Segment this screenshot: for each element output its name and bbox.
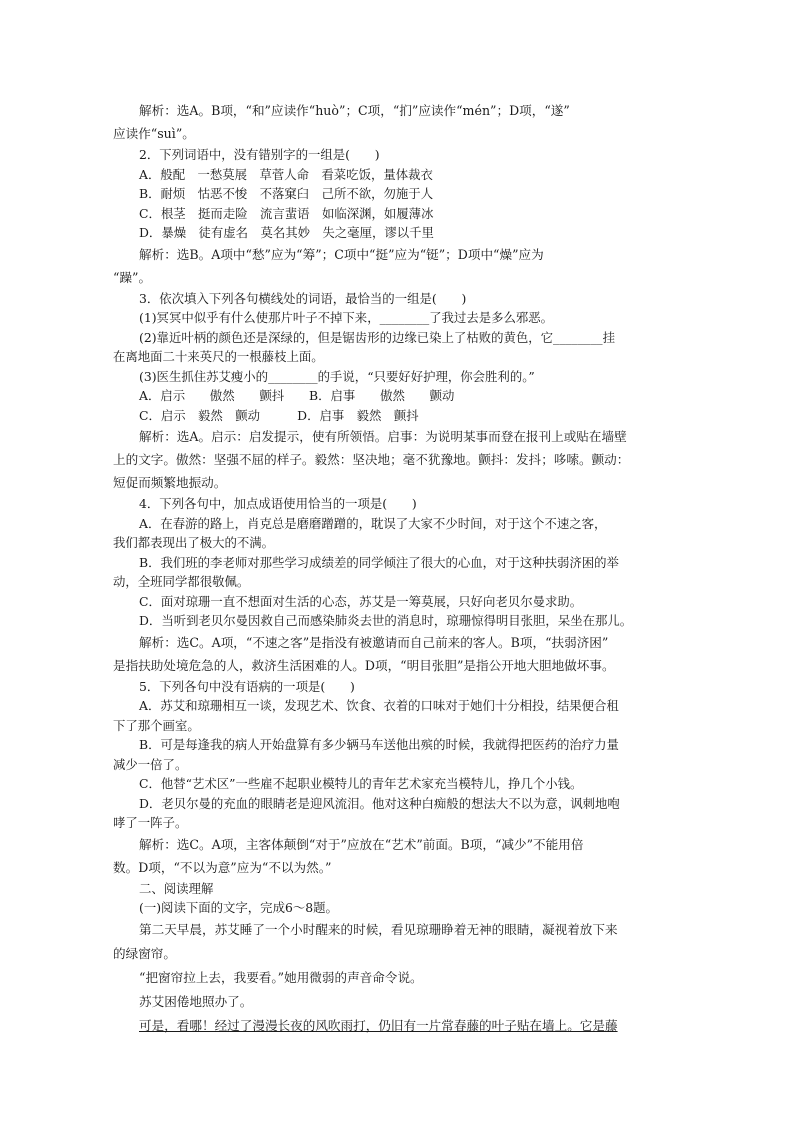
text-line: 可是，看哪！经过了漫漫长夜的风吹雨打，仍旧有一片常春藤的叶子贴在墙上。它是藤 bbox=[139, 1017, 618, 1033]
text-line: 解析：选C。A项，主客体颠倒“对于”应放在“艺术”前面。B项，“减少”不能用倍 bbox=[139, 836, 584, 852]
text-line: A．启示 傲然 颤抖 B．启事 傲然 颤动 bbox=[139, 388, 455, 403]
text-line: C．根茎 挺而走险 流言蜚语 如临深渊，如履薄冰 bbox=[139, 205, 434, 221]
text-line: (3)医生抓住苏艾瘦小的________的手说，“只要好好护理，你会胜利的。” bbox=[139, 368, 535, 384]
text-line: 哮了一阵子。 bbox=[113, 815, 188, 830]
text-line: D．老贝尔曼的充血的眼睛老是迎风流泪。他对这种白痴般的想法大不以为意，讽刺地咆 bbox=[139, 795, 620, 811]
text-line: C．面对琼珊一直不想面对生活的心态，苏艾是一筹莫展，只好向老贝尔曼求助。 bbox=[139, 593, 583, 609]
text-line: “躁”。 bbox=[113, 269, 152, 285]
text-line: 解析：选A。B项，“和”应读作“huò”；C项，“扪”应读作“mén”；D项，“遂” bbox=[139, 103, 570, 118]
text-line: 数。D项，“不以为意”应为“不以为然。” bbox=[113, 859, 332, 875]
text-line: 4．下列各句中，加点成语使用恰当的一项是( ) bbox=[139, 496, 417, 511]
text-line: 解析：选B。A项中“愁”应为“筹”；C项中“挺”应为“铤”；D项中“燥”应为 bbox=[139, 246, 544, 262]
text-line: 动，全班同学都很敬佩。 bbox=[113, 574, 250, 589]
text-line: (一)阅读下面的文字，完成6～8题。 bbox=[139, 900, 338, 915]
text-line: 下了那个画室。 bbox=[113, 717, 200, 733]
text-line: 2．下列词语中，没有错别字的一组是( ) bbox=[139, 147, 380, 162]
text-line: 解析：选A。启示：启发提示，使有所领悟。启事：为说明某事而登在报刊上或贴在墙壁 bbox=[139, 429, 627, 444]
text-line: 苏艾困倦地照办了。 bbox=[139, 993, 253, 1009]
text-line: C．启示 毅然 颤动 D．启事 毅然 颤抖 bbox=[139, 407, 419, 423]
text-line: 5．下列各句中没有语病的一项是( ) bbox=[139, 678, 355, 694]
text-line: 二、阅读理解 bbox=[139, 880, 214, 896]
text-line: 上的文字。傲然：坚强不屈的样子。毅然：坚决地；毫不犹豫地。颤抖：发抖；哆嗦。颤动： bbox=[113, 452, 630, 467]
text-line: B．可是每逢我的病人开始盘算有多少辆马车送他出殡的时候，我就得把医药的治疗力量 bbox=[139, 737, 619, 752]
text-line: “把窗帘拉上去，我要看。”她用微弱的声音命令说。 bbox=[139, 969, 423, 985]
text-line: D．当听到老贝尔曼因救自己而感染肺炎去世的消息时，琼珊惊得明目张胆，呆坐在那儿。 bbox=[139, 613, 633, 628]
text-line: 的绿窗帘。 bbox=[113, 945, 176, 961]
text-line: 在离地面二十来英尺的一根藤枝上面。 bbox=[113, 349, 324, 364]
text-line: 是指扶助处境危急的人，救济生活困难的人。D项，“明目张胆”是指公开地大胆地做坏事。 bbox=[113, 657, 615, 673]
text-line: B．我们班的李老师对那些学习成绩差的同学倾注了很大的心血，对于这种扶弱济困的举 bbox=[139, 554, 619, 570]
document-body bbox=[113, 99, 683, 1038]
text-line: 我们都表现出了极大的不满。 bbox=[113, 535, 275, 550]
text-line: C．他替“艺术区”一些雇不起职业模特儿的青年艺术家充当模特儿，挣几个小钱。 bbox=[139, 776, 583, 791]
text-line: 第二天早晨，苏艾睡了一个小时醒来的时候，看见琼珊睁着无神的眼睛，凝视着放下来 bbox=[139, 921, 618, 937]
text-line: A．苏艾和琼珊相互一谈，发现艺术、饮食、衣着的口味对于她们十分相投，结果便合租 bbox=[139, 698, 619, 713]
text-line: A．般配 一愁莫展 草菅人命 看菜吃饭，量体裁衣 bbox=[139, 166, 433, 182]
text-line: B．耐烦 怙恶不悛 不落窠臼 己所不欲，勿施于人 bbox=[139, 186, 434, 201]
text-line: 应读作“suì”。 bbox=[113, 126, 195, 141]
text-line: (1)冥冥中似乎有什么使那片叶子不掉下来，________了我过去是多么邪恶。 bbox=[139, 310, 554, 325]
text-line: 减少一倍了。 bbox=[113, 756, 188, 772]
text-line: A．在春游的路上，肖克总是磨磨蹭蹭的，耽误了大家不少时间，对于这个不速之客， bbox=[139, 515, 607, 531]
text-line: 解析：选C。A项，“不速之客”是指没有被邀请而自己前来的客人。B项，“扶弱济困” bbox=[139, 634, 609, 650]
text-line: D．暴燥 徒有虚名 莫名其妙 失之毫厘，谬以千里 bbox=[139, 225, 434, 240]
text-line: 短促而频繁地振动。 bbox=[113, 475, 227, 490]
text-line: 3．依次填入下列各句横线处的词语，最恰当的一组是( ) bbox=[139, 290, 467, 306]
text-line: (2)靠近叶柄的颜色还是深绿的，但是锯齿形的边缘已染上了枯败的黄色，它________挂 bbox=[139, 329, 616, 345]
